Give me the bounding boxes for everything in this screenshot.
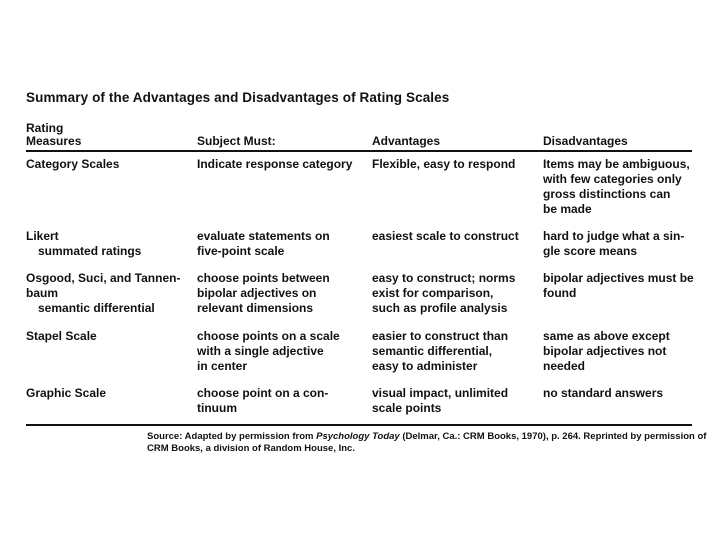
measure-line: baum [26,286,59,300]
disadvantages-line: same as above except [543,329,670,343]
row-graphic-disadvantages [543,386,663,401]
page-title: Summary of the Advantages and Disadvantages of Rating Scales [26,90,450,105]
subject-line: evaluate statements on [197,229,330,243]
advantages-line: easy to administer [372,359,478,373]
disadvantages-line: be made [543,202,592,216]
subject-line: relevant dimensions [197,301,314,315]
row-likert-advantages [372,229,519,244]
measure-line: Category Scales [26,157,120,171]
row-graphic-measure [26,386,106,401]
disadvantages-line: hard to judge what a sin- [543,229,685,243]
measure-line: Osgood, Suci, and Tannen- [26,271,181,285]
disadvantages-line: gle score means [543,244,638,258]
measure-line: Stapel Scale [26,329,97,343]
row-stapel-measure [26,329,97,344]
header-advantages: Advantages [372,134,441,148]
measure-subline: summated ratings [38,244,142,258]
source-publication: Psychology Today [316,431,400,442]
subject-line: choose point on a con- [197,386,329,400]
row-category-advantages [372,157,515,172]
disadvantages-line: with few categories only [543,172,682,186]
advantages-line: exist for comparison, [372,286,494,300]
measure-subline: semantic differential [38,301,155,315]
row-stapel-advantages [372,329,508,374]
disadvantages-line: needed [543,359,586,373]
header-disadvantages: Disadvantages [543,134,628,148]
subject-line: bipolar adjectives on [197,286,317,300]
header-divider [26,150,692,152]
subject-line: choose points between [197,271,330,285]
subject-line: choose points on a scale [197,329,340,343]
advantages-line: Flexible, easy to respond [372,157,516,171]
row-osgood-advantages [372,271,515,316]
row-likert-measure [26,229,141,259]
measure-line: Graphic Scale [26,386,107,400]
row-likert-subject [197,229,330,259]
row-stapel-subject [197,329,340,374]
advantages-line: semantic differential, [372,344,493,358]
table-bottom-divider [26,424,692,426]
row-category-subject [197,157,352,172]
advantages-line: easy to construct; norms [372,271,516,285]
row-graphic-advantages [372,386,508,416]
advantages-line: easier to construct than [372,329,509,343]
disadvantages-line: found [543,286,577,300]
row-osgood-subject [197,271,330,316]
advantages-line: scale points [372,401,442,415]
source-prefix: Source: Adapted by permission from [147,431,314,442]
disadvantages-line: no standard answers [543,386,664,400]
subject-line: with a single adjective [197,344,324,358]
row-osgood-disadvantages [543,271,694,301]
header-measures-line2: Measures [26,134,82,148]
disadvantages-line: gross distinctions can [543,187,671,201]
header-subject-must: Subject Must: [197,134,276,148]
row-category-measure [26,157,119,172]
disadvantages-line: bipolar adjectives must be [543,271,694,285]
advantages-line: easiest scale to construct [372,229,519,243]
subject-line: five-point scale [197,244,285,258]
subject-line: Indicate response category [197,157,353,171]
source-rest: (Delmar, Ca.: CRM Books, 1970), p. 264. Reprinted by permission of CRM Books, a division of Random House, Inc. [147,431,707,454]
header-rating-measures [26,122,81,148]
row-likert-disadvantages [543,229,684,259]
subject-line: tinuum [197,401,237,415]
row-category-disadvantages [543,157,690,217]
measure-line: Likert [26,229,59,243]
advantages-line: such as profile analysis [372,301,508,315]
source-note [147,431,707,455]
header-rating-line1: Rating [26,121,64,135]
disadvantages-line: Items may be ambiguous, [543,157,690,171]
subject-line: in center [197,359,248,373]
row-osgood-measure [26,271,180,316]
row-stapel-disadvantages [543,329,670,374]
disadvantages-line: bipolar adjectives not [543,344,667,358]
row-graphic-subject [197,386,328,416]
advantages-line: visual impact, unlimited [372,386,509,400]
